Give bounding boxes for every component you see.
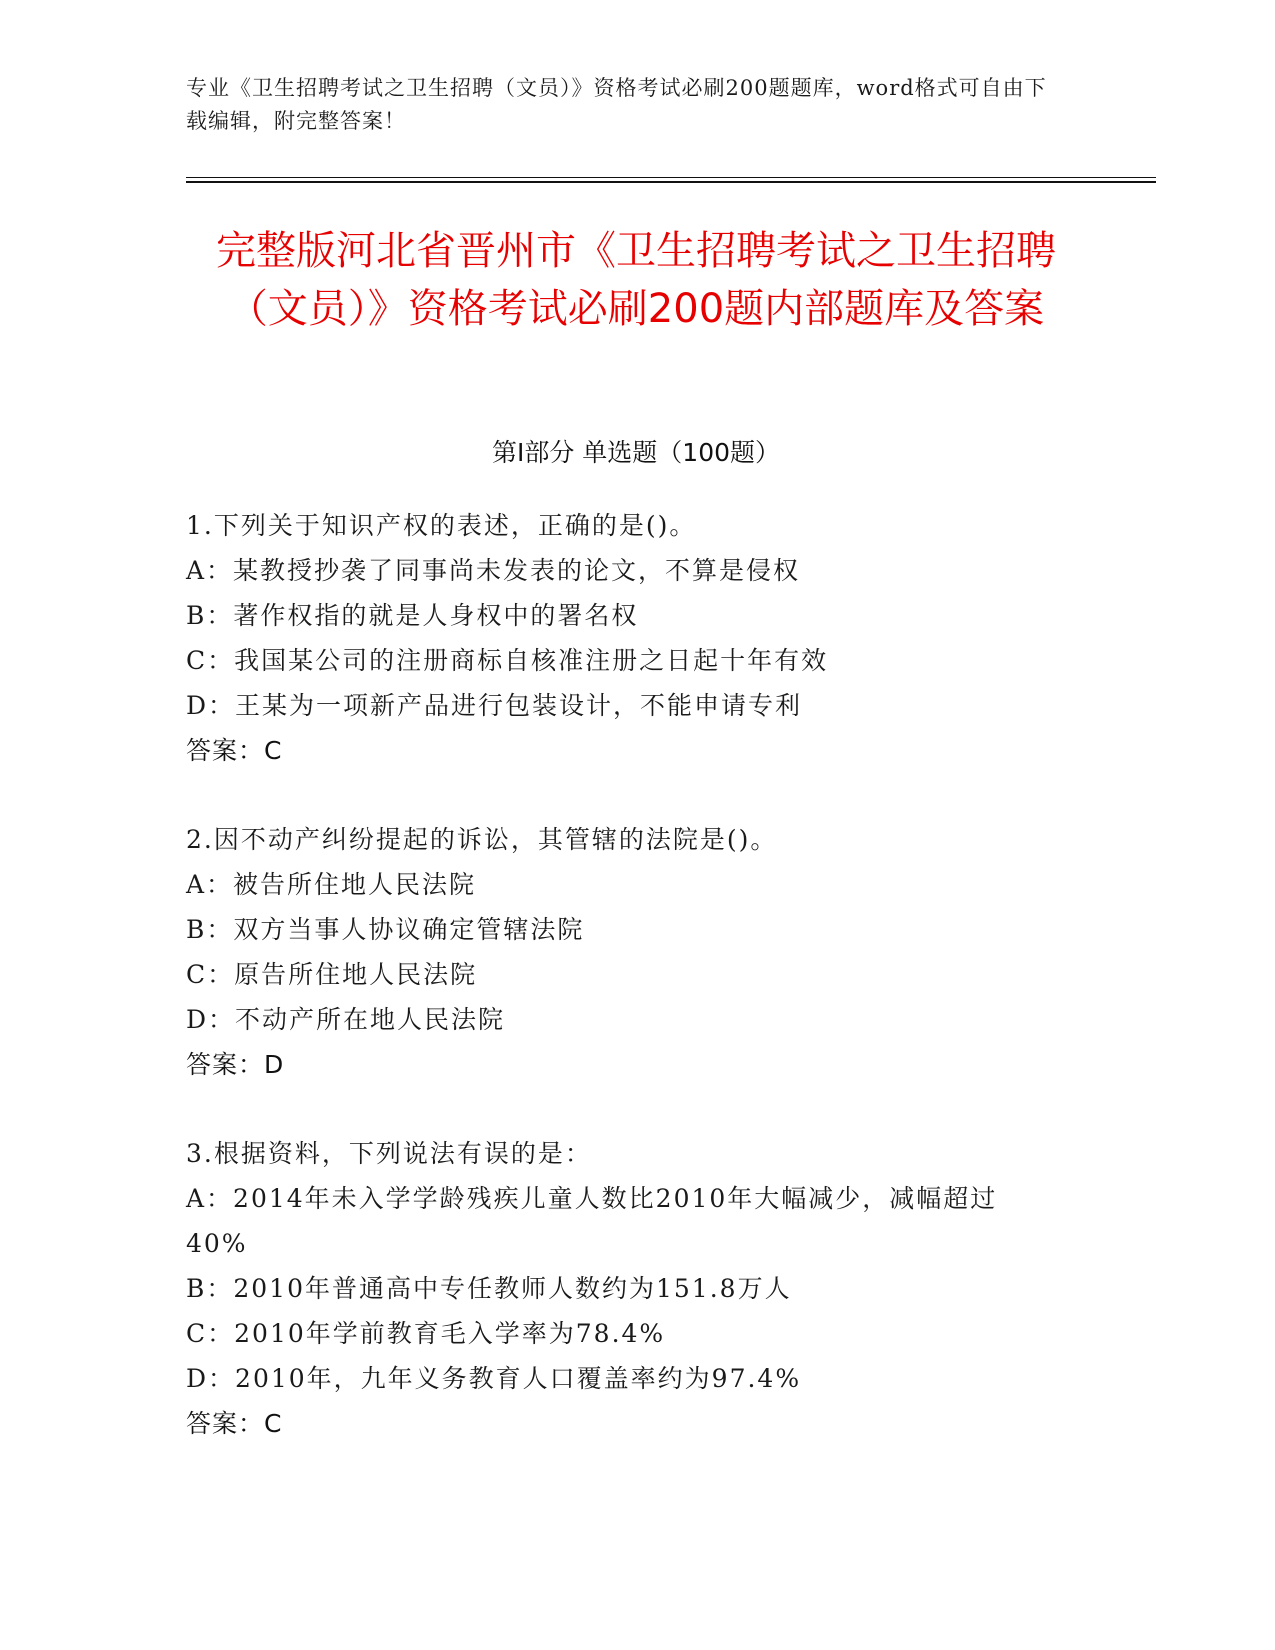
- header-divider-thick: [186, 181, 1156, 183]
- option-c: C：原告所住地人民法院: [186, 960, 478, 989]
- option-a: A：某教授抄袭了同事尚未发表的论文，不算是侵权: [186, 556, 801, 585]
- question-2: [186, 817, 1066, 1087]
- section-title: 第Ⅰ部分 单选题（100题）: [491, 438, 781, 467]
- option-d: D：不动产所在地人民法院: [186, 1005, 506, 1034]
- option-c: C：2010年学前教育毛入学率为78.4%: [186, 1319, 666, 1348]
- answer: 答案：C: [186, 736, 283, 765]
- header-divider-thin: [186, 177, 1156, 178]
- option-d: D：王某为一项新产品进行包装设计，不能申请专利: [186, 691, 803, 720]
- question-stem: 1.下列关于知识产权的表述，正确的是()。: [186, 511, 697, 540]
- option-a: A：被告所住地人民法院: [186, 870, 477, 899]
- option-a: A：2014年未入学学龄残疾儿童人数比2010年大幅减少，减幅超过40%: [186, 1184, 998, 1258]
- option-b: B：著作权指的就是人身权中的署名权: [186, 601, 639, 630]
- option-c: C：我国某公司的注册商标自核准注册之日起十年有效: [186, 646, 829, 675]
- header-note: 专业《卫生招聘考试之卫生招聘（文员）》资格考试必刷200题题库，word格式可自由下载编辑，附完整答案！: [186, 76, 1047, 133]
- question-3: [186, 1131, 1066, 1446]
- answer: 答案：C: [186, 1409, 283, 1438]
- answer: 答案：D: [186, 1050, 285, 1079]
- document-title: 完整版河北省晋州市《卫生招聘考试之卫生招聘（文员）》资格考试必刷200题内部题库及答案: [216, 228, 1056, 332]
- question-1: [186, 503, 1066, 773]
- option-b: B：双方当事人协议确定管辖法院: [186, 915, 585, 944]
- option-d: D：2010年，九年义务教育人口覆盖率约为97.4%: [186, 1364, 802, 1393]
- question-stem: 3.根据资料，下列说法有误的是：: [186, 1139, 592, 1168]
- option-b: B：2010年普通高中专任教师人数约为151.8万人: [186, 1274, 792, 1303]
- question-stem: 2.因不动产纠纷提起的诉讼，其管辖的法院是()。: [186, 825, 778, 854]
